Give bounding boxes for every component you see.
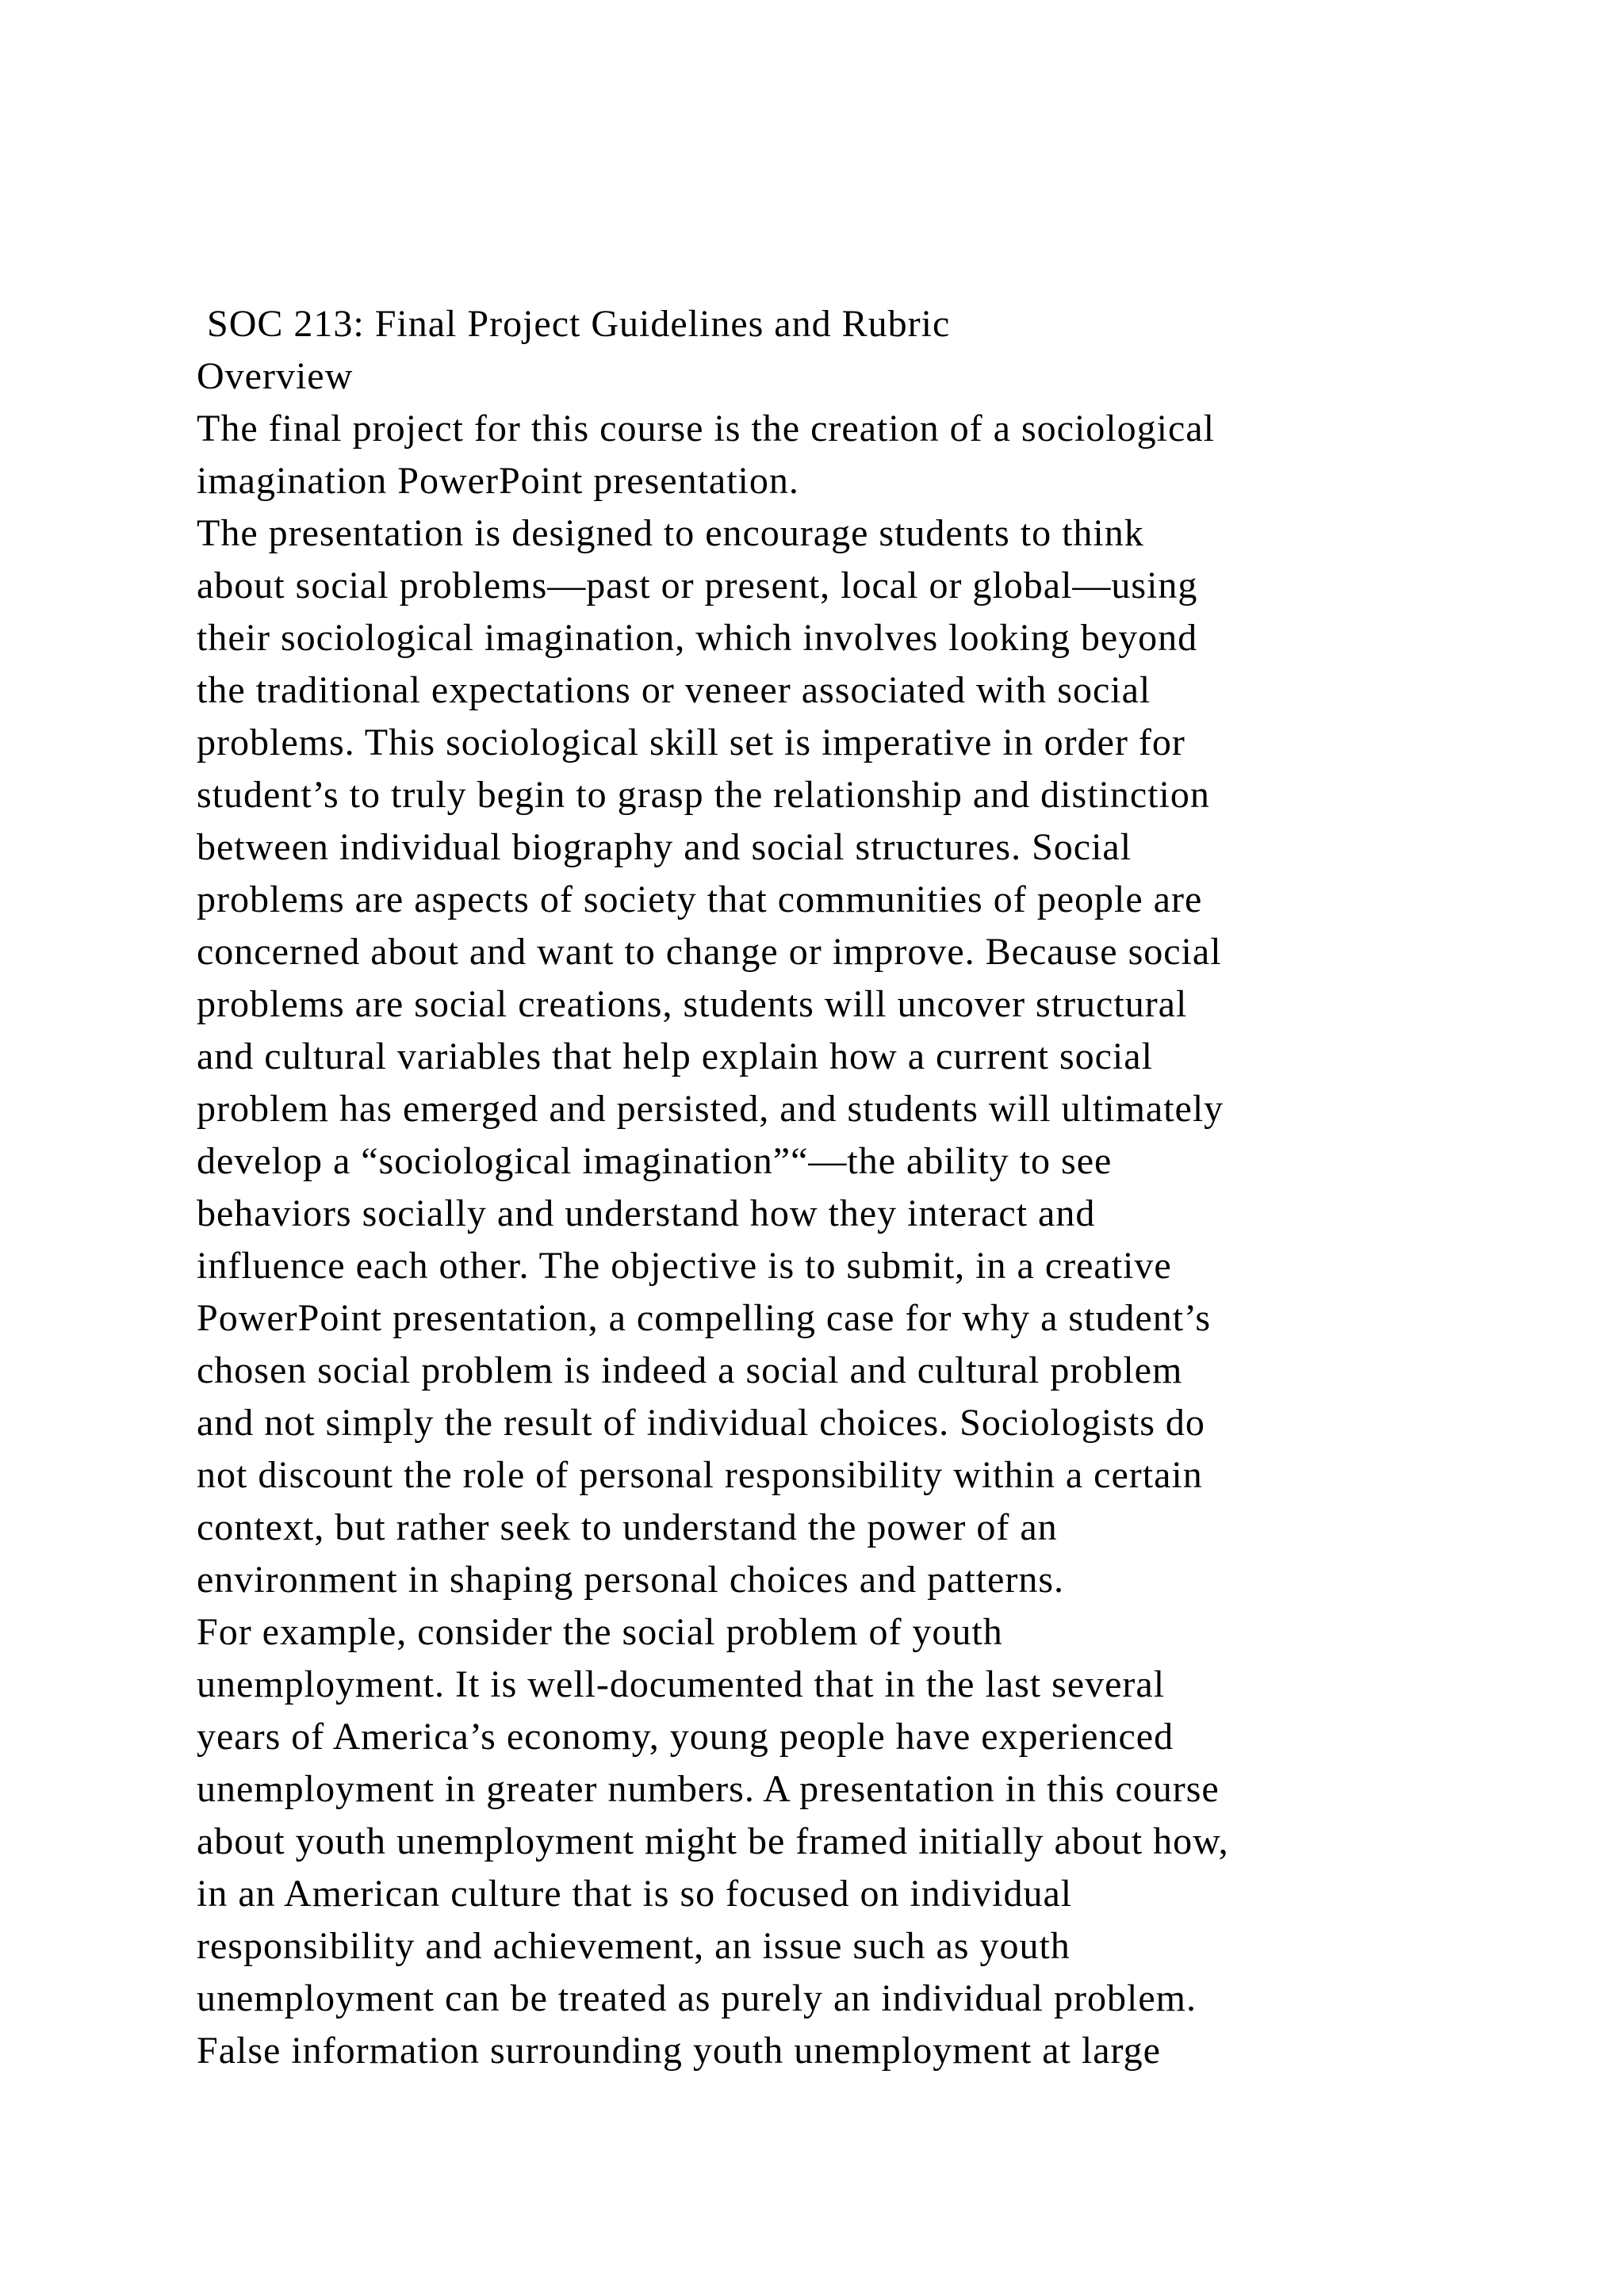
text-line: unemployment. It is well-documented that in the last several — [197, 1663, 1166, 1705]
text-line: about social problems—past or present, local or global—using — [197, 564, 1198, 607]
text-line: unemployment in greater numbers. A presentation in this course — [197, 1768, 1220, 1810]
text-line: their sociological imagination, which involves looking beyond — [197, 617, 1198, 659]
text-line: The presentation is designed to encourage students to think — [197, 512, 1144, 554]
text-line: concerned about and want to change or improve. Because social — [197, 931, 1222, 973]
text-line: The final project for this course is the creation of a sociological — [197, 408, 1215, 450]
text-line: problems are social creations, students will uncover structural — [197, 983, 1188, 1025]
text-line: responsibility and achievement, an issue such as youth — [197, 1925, 1071, 1967]
text-line: problems. This sociological skill set is imperative in order for — [197, 721, 1185, 763]
text-line: in an American culture that is so focused on individual — [197, 1873, 1073, 1915]
text-line: context, but rather seek to understand the power of an — [197, 1506, 1058, 1548]
text-line: problem has emerged and persisted, and students will ultimately — [197, 1088, 1224, 1130]
text-line: environment in shaping personal choices and patterns. — [197, 1559, 1065, 1601]
text-line: years of America’s economy, young people have experienced — [197, 1716, 1174, 1758]
text-line: not discount the role of personal responsibility within a certain — [197, 1454, 1203, 1496]
section-heading-overview: Overview — [197, 355, 354, 397]
text-line: and cultural variables that help explain how a current social — [197, 1035, 1153, 1077]
document-title: SOC 213: Final Project Guidelines and Rubric — [197, 303, 951, 345]
text-line: imagination PowerPoint presentation. — [197, 460, 799, 502]
document-body — [197, 298, 1481, 2077]
text-line: unemployment can be treated as purely an individual problem. — [197, 1977, 1197, 2019]
text-line: behaviors socially and understand how they interact and — [197, 1192, 1096, 1234]
text-line: For example, consider the social problem of youth — [197, 1611, 1003, 1653]
text-line: between individual biography and social structures. Social — [197, 826, 1132, 868]
text-line: False information surrounding youth unemployment at large — [197, 2030, 1161, 2072]
text-line: chosen social problem is indeed a social and cultural problem — [197, 1349, 1183, 1391]
text-line: influence each other. The objective is to submit, in a creative — [197, 1245, 1172, 1287]
text-line: student’s to truly begin to grasp the relationship and distinction — [197, 774, 1210, 816]
text-line: and not simply the result of individual choices. Sociologists do — [197, 1402, 1205, 1444]
text-line: about youth unemployment might be framed initially about how, — [197, 1820, 1229, 1862]
text-line: the traditional expectations or veneer associated with social — [197, 669, 1151, 711]
text-line: PowerPoint presentation, a compelling case for why a student’s — [197, 1297, 1212, 1339]
text-line: develop a “sociological imagination”“—the ability to see — [197, 1140, 1113, 1182]
text-line: problems are aspects of society that communities of people are — [197, 878, 1203, 920]
